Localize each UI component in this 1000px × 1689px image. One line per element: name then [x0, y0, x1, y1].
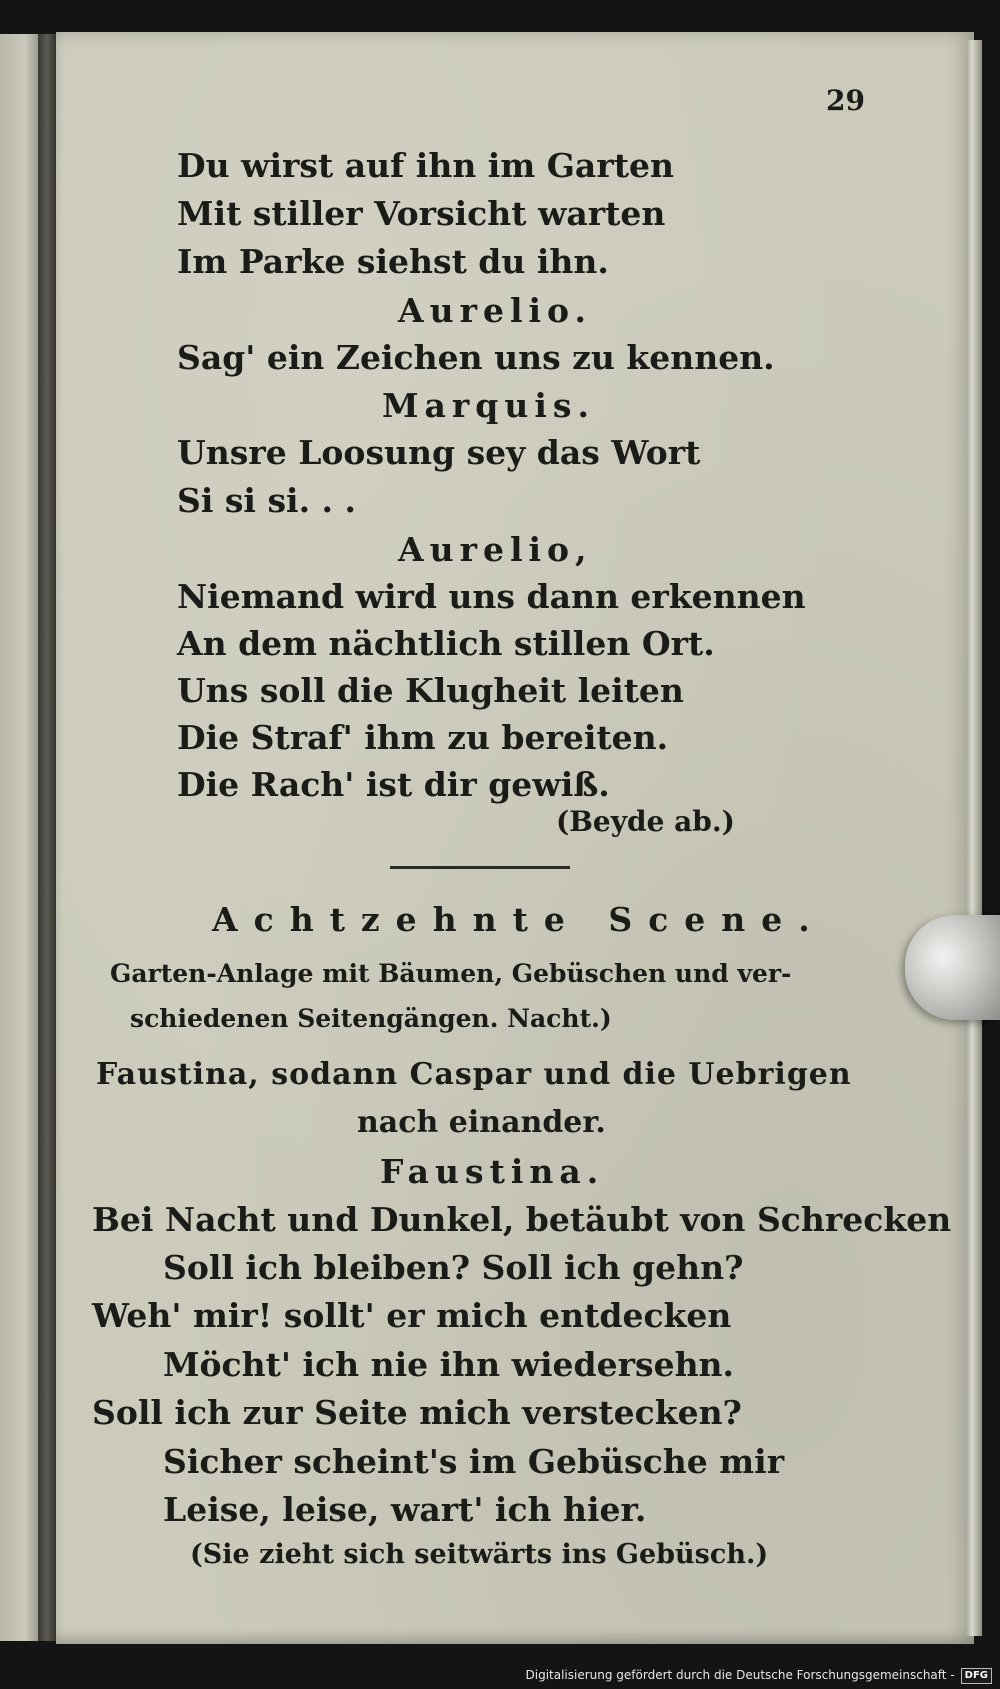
page-edge [966, 40, 982, 1636]
dfg-logo: DFG [961, 1668, 992, 1684]
verse-line: Im Parke siehst du ihn. [177, 242, 609, 281]
footer-text: Digitalisierung gefördert durch die Deutsche Forschungsgemeinschaft - [525, 1668, 955, 1682]
stage-direction: (Sie zieht sich seitwärts ins Gebüsch.) [190, 1539, 769, 1570]
book-clip [905, 915, 1000, 1020]
speaker-name: Aurelio, [398, 530, 593, 569]
speaker-name: Marquis. [382, 386, 595, 425]
verse-line: Die Straf' ihm zu bereiten. [177, 718, 669, 757]
verse-line: Die Rach' ist dir gewiß. [177, 765, 610, 804]
speaker-name: Faustina. [380, 1152, 605, 1191]
verse-line: Si si si. . . [177, 481, 357, 520]
scene-setting: schiedenen Seitengängen. Nacht.) [130, 1004, 612, 1033]
verse-line: Möcht' ich nie ihn wiedersehn. [163, 1345, 735, 1384]
stage-direction: (Beyde ab.) [556, 805, 735, 838]
page-number: 29 [826, 84, 865, 117]
verse-line: Uns soll die Klugheit leiten [177, 671, 684, 710]
verse-line: Unsre Loosung sey das Wort [177, 433, 701, 472]
scene-setting: Garten-Anlage mit Bäumen, Gebüschen und ver- [110, 959, 792, 988]
verse-line: Sicher scheint's im Gebüsche mir [163, 1442, 785, 1481]
section-divider [390, 866, 570, 869]
verse-line: Niemand wird uns dann erkennen [177, 577, 806, 616]
character-list: Faustina, sodann Caspar und die Uebrigen [96, 1057, 852, 1092]
verse-line: Du wirst auf ihn im Garten [177, 146, 674, 185]
speaker-name: Aurelio. [398, 291, 592, 330]
scene-title: Achtzehnte Scene. [212, 900, 826, 939]
verse-line: An dem nächtlich stillen Ort. [177, 624, 715, 663]
footer-attribution [0, 1661, 1000, 1689]
character-list: nach einander. [357, 1105, 606, 1140]
verse-line: Bei Nacht und Dunkel, betäubt von Schrecken [92, 1200, 952, 1239]
verse-line: Leise, leise, wart' ich hier. [163, 1490, 647, 1529]
verse-line: Soll ich zur Seite mich verstecken? [92, 1393, 742, 1432]
verse-line: Weh' mir! sollt' er mich entdecken [92, 1296, 732, 1335]
book-gutter [38, 34, 58, 1641]
verse-line: Soll ich bleiben? Soll ich gehn? [163, 1248, 744, 1287]
verse-line: Mit stiller Vorsicht warten [177, 194, 666, 233]
left-page-edge [0, 34, 42, 1641]
verse-line: Sag' ein Zeichen uns zu kennen. [177, 338, 775, 377]
